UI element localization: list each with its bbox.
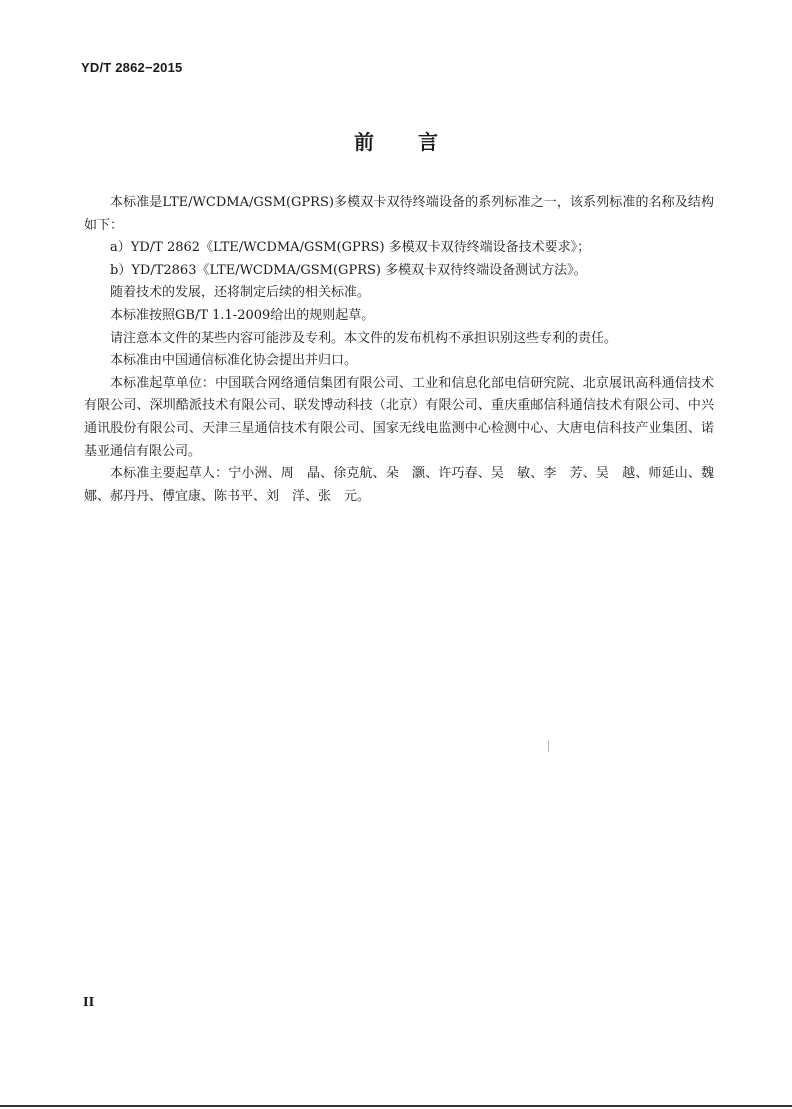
list-item-b: b）YD/T2863《LTE/WCDMA/GSM(GPRS) 多模双卡双待终端设备测试方法》。 (110, 262, 587, 278)
drafting-units-paragraph: 本标准起草单位：中国联合网络通信集团有限公司、工业和信息化部电信研究院、北京展讯高科通信技术有限公司、深圳酷派技术有限公司、联发博动科技（北京）有限公司、重庆重邮信科通信技术有限公司、中兴通讯股份有限公司、天津三星通信技术有限公司、国家无线电监测中心检测中心、大唐电信科技产业集团、诺基亚通信有限公司。 (84, 375, 714, 459)
intro-paragraph: 本标准是LTE/WCDMA/GSM(GPRS)多模双卡双待终端设备的系列标准之一，该系列标准的名称及结构如下： (84, 195, 714, 233)
list-item-a: a）YD/T 2862《LTE/WCDMA/GSM(GPRS) 多模双卡双待终端设备技术要求》； (110, 240, 591, 256)
scan-speck (548, 740, 549, 752)
document-code: YD/T 2862−2015 (81, 60, 183, 75)
scan-edge-line (0, 1105, 792, 1107)
future-standards-paragraph: 随着技术的发展，还将制定后续的相关标准。 (110, 285, 371, 301)
drafters-paragraph: 本标准主要起草人：宁小洲、周 晶、徐克航、朵 灏、许巧春、吴 敏、李 芳、吴 越、师延山、魏 娜、郝丹丹、傅宜康、陈书平、刘 洋、张 元。 (84, 466, 728, 504)
drafting-rules-paragraph: 本标准按照GB/T 1.1-2009给出的规则起草。 (110, 307, 375, 323)
document-body (84, 192, 728, 508)
page-number: II (83, 995, 95, 1009)
proposer-paragraph: 本标准由中国通信标准化协会提出并归口。 (110, 353, 358, 369)
page-title: 前言 (354, 130, 482, 154)
patent-notice-paragraph: 请注意本文件的某些内容可能涉及专利。本文件的发布机构不承担识别这些专利的责任。 (110, 330, 618, 346)
